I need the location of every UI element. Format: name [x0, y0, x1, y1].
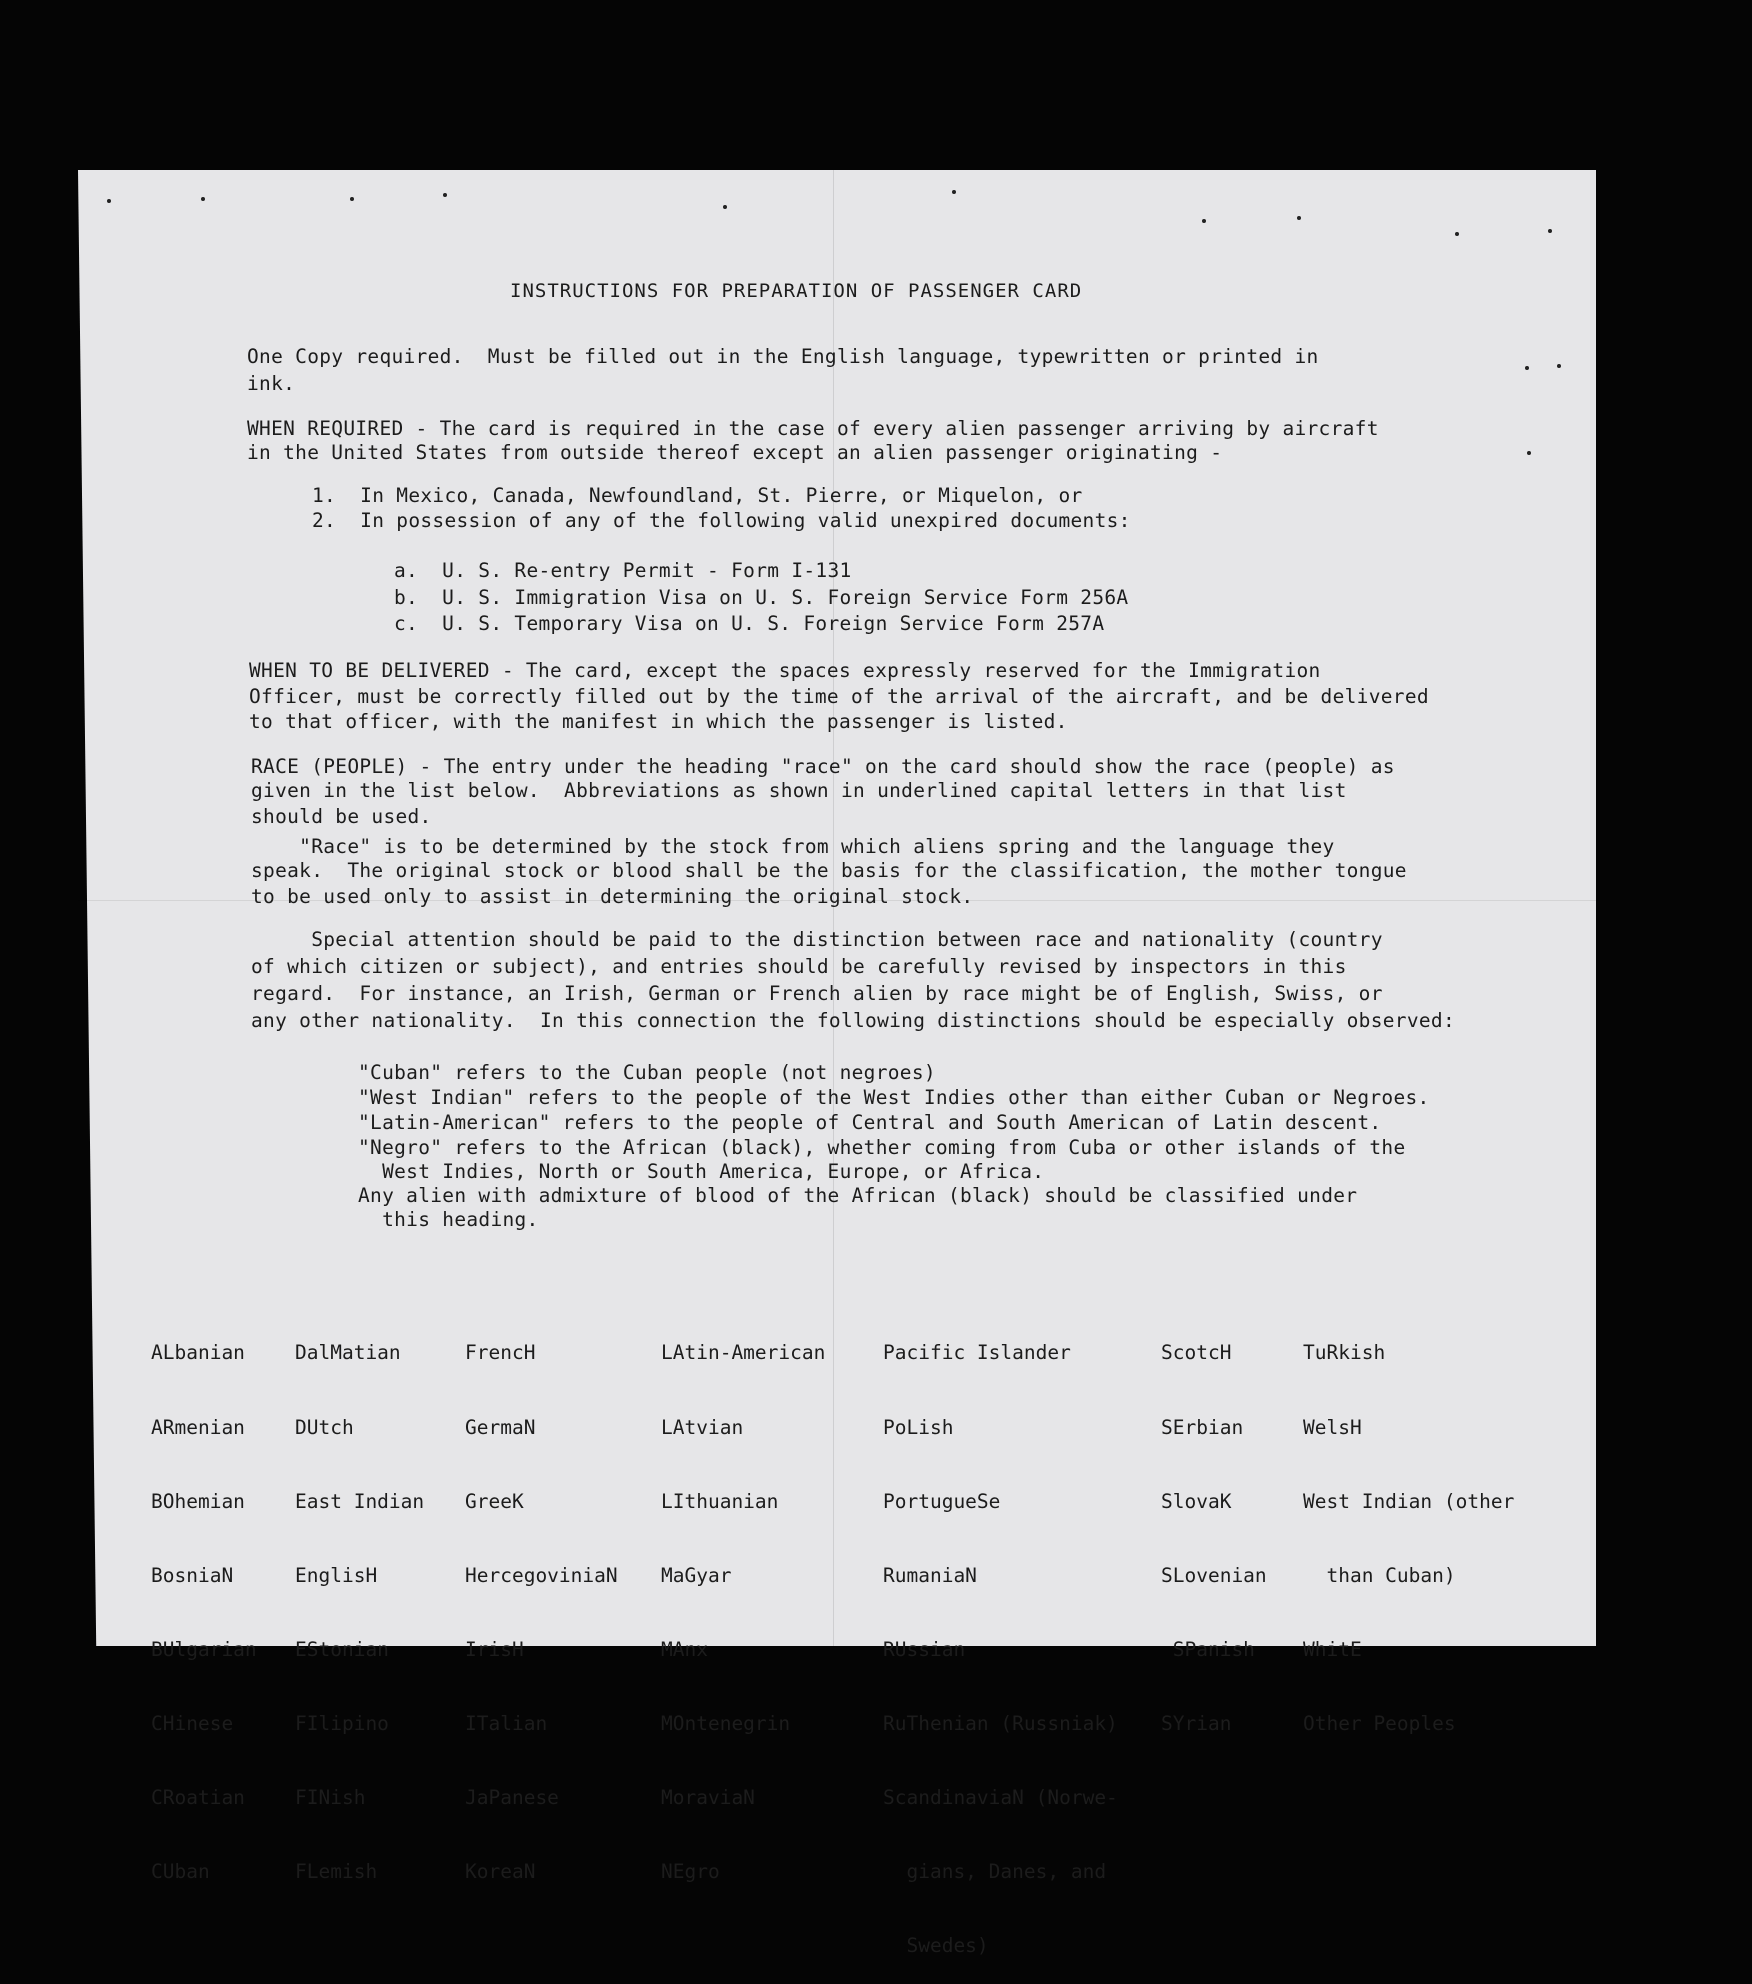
race-entry: RuThenian (Russniak) — [883, 1711, 1118, 1735]
special-attention-line: any other nationality. In this connection the following distinctions should be especially observed: — [251, 1009, 1455, 1032]
intro-line: ink. — [247, 372, 296, 395]
race-entry: RumaniaN — [883, 1563, 977, 1587]
race-entry: JaPanese — [465, 1785, 559, 1809]
punch-dot — [1557, 364, 1561, 368]
race-entry: WelsH — [1303, 1415, 1362, 1439]
race-entry: Swedes) — [883, 1934, 989, 1958]
race-entry: CUban — [151, 1860, 210, 1884]
special-attention-line: of which citizen or subject), and entries should be carefully revised by inspectors in this — [251, 955, 1347, 978]
race-entry: ScotcH — [1161, 1341, 1232, 1365]
race-entry: SPanish — [1161, 1637, 1255, 1661]
document-item: b. U. S. Immigration Visa on U. S. Foreign Service Form 256A — [394, 586, 1129, 609]
punch-dot — [1297, 216, 1301, 220]
race-entry: ScandinaviaN (Norwe- — [883, 1785, 1118, 1809]
race-entry: HercegoviniaN — [465, 1563, 618, 1587]
race-entry: LAtvian — [661, 1415, 744, 1439]
race-entry: BUlgarian — [151, 1637, 257, 1661]
race-entry: DUtch — [295, 1415, 354, 1439]
race-entry: MAnx — [661, 1637, 708, 1661]
race-entry: LAtin-American — [661, 1341, 826, 1365]
distinction-line: "West Indian" refers to the people of the West Indies other than either Cuban or Negroes. — [358, 1086, 1430, 1109]
race-entry: RUssian — [883, 1637, 966, 1661]
race-entry: EnglisH — [295, 1563, 378, 1587]
race-entry: West Indian (other — [1303, 1489, 1515, 1513]
race-intro-line: should be used. — [251, 805, 432, 828]
document-title: INSTRUCTIONS FOR PREPARATION OF PASSENGER CARD — [510, 280, 1083, 302]
race-entry: BosniaN — [151, 1563, 234, 1587]
distinction-line: "Negro" refers to the African (black), whether coming from Cuba or other islands of the — [358, 1136, 1406, 1159]
race-entry: FrencH — [465, 1341, 536, 1365]
race-intro-line: RACE (PEOPLE) - The entry under the heading "race" on the card should show the race (people) as — [251, 755, 1395, 778]
race-entry: Other Peoples — [1303, 1711, 1456, 1735]
punch-dot — [952, 190, 956, 194]
race-entry: CRoatian — [151, 1785, 245, 1809]
race-entry: MOntenegrin — [661, 1711, 791, 1735]
race-entry: BOhemian — [151, 1489, 245, 1513]
race-entry: MaGyar — [661, 1563, 732, 1587]
race-entry: TuRkish — [1303, 1341, 1386, 1365]
race-intro-line: given in the list below. Abbreviations as shown in underlined capital letters in that list — [251, 779, 1347, 802]
race-entry: SYrian — [1161, 1711, 1232, 1735]
race-entry: KoreaN — [465, 1860, 536, 1884]
race-entry: SErbian — [1161, 1415, 1244, 1439]
race-entry: Pacific Islander — [883, 1341, 1071, 1365]
race-entry: FIlipino — [295, 1711, 389, 1735]
special-attention-line: regard. For instance, an Irish, German or French alien by race might be of English, Swiss, or — [251, 982, 1383, 1005]
punch-dot — [1548, 229, 1552, 233]
punch-dot — [443, 193, 447, 197]
punch-dot — [107, 199, 111, 203]
distinction-line: Any alien with admixture of blood of the African (black) should be classified under — [358, 1184, 1358, 1207]
race-entry: NEgro — [661, 1860, 720, 1884]
race-entry: ARmenian — [151, 1415, 245, 1439]
race-column-7 — [1303, 1292, 1514, 1761]
when-required-line: WHEN REQUIRED - The card is required in the case of every alien passenger arriving by aircraft — [247, 417, 1379, 440]
race-entry: than Cuban) — [1303, 1563, 1456, 1587]
race-entry: DalMatian — [295, 1341, 401, 1365]
race-entry: IrisH — [465, 1637, 524, 1661]
when-delivered-line: WHEN TO BE DELIVERED - The card, except the spaces expressly reserved for the Immigration — [249, 659, 1321, 682]
punch-dot — [350, 197, 354, 201]
when-delivered-line: to that officer, with the manifest in which the passenger is listed. — [249, 710, 1068, 733]
race-entry: PortugueSe — [883, 1489, 1001, 1513]
punch-dot — [1455, 232, 1459, 236]
race-entry: MoraviaN — [661, 1785, 755, 1809]
race-entry: SlovaK — [1161, 1489, 1232, 1513]
race-entry: CHinese — [151, 1711, 234, 1735]
distinction-line: "Cuban" refers to the Cuban people (not negroes) — [358, 1061, 936, 1084]
punch-dot — [723, 205, 727, 209]
race-entry: SLovenian — [1161, 1563, 1267, 1587]
race-entry: PoLish — [883, 1415, 954, 1439]
condition-item: 1. In Mexico, Canada, Newfoundland, St. Pierre, or Miquelon, or — [312, 484, 1083, 507]
race-definition-line: speak. The original stock or blood shall be the basis for the classification, the mother tongue — [251, 859, 1407, 882]
when-delivered-line: Officer, must be correctly filled out by the time of the arrival of the aircraft, and be delivered — [249, 685, 1429, 708]
when-required-line: in the United States from outside thereof except an alien passenger originating - — [247, 441, 1223, 464]
race-definition-line: to be used only to assist in determining the original stock. — [251, 885, 974, 908]
race-column-5 — [883, 1292, 1118, 1984]
distinction-line: West Indies, North or South America, Europe, or Africa. — [358, 1160, 1045, 1183]
race-entry: EStonian — [295, 1637, 389, 1661]
condition-item: 2. In possession of any of the following valid unexpired documents: — [312, 509, 1131, 532]
race-entry: LIthuanian — [661, 1489, 779, 1513]
race-entry: ALbanian — [151, 1341, 245, 1365]
intro-line: One Copy required. Must be filled out in the English language, typewritten or printed in — [247, 345, 1319, 368]
race-entry: gians, Danes, and — [883, 1860, 1107, 1884]
distinction-line: this heading. — [358, 1208, 539, 1231]
race-column-1 — [151, 1292, 257, 1909]
document-item: c. U. S. Temporary Visa on U. S. Foreign Service Form 257A — [394, 612, 1105, 635]
punch-dot — [1202, 219, 1206, 223]
punch-dot — [1527, 451, 1531, 455]
race-column-6 — [1161, 1292, 1267, 1761]
punch-dot — [201, 197, 205, 201]
race-entry: FINish — [295, 1785, 366, 1809]
race-entry: FLemish — [295, 1860, 378, 1884]
race-column-4 — [661, 1292, 825, 1909]
special-attention-line: Special attention should be paid to the distinction between race and nationality (country — [251, 928, 1383, 951]
race-entry: ITalian — [465, 1711, 548, 1735]
race-column-3 — [465, 1292, 618, 1909]
race-entry: GreeK — [465, 1489, 524, 1513]
race-entry: East Indian — [295, 1489, 425, 1513]
document-item: a. U. S. Re-entry Permit - Form I-131 — [394, 559, 852, 582]
punch-dot — [1525, 366, 1529, 370]
race-definition-line: "Race" is to be determined by the stock from which aliens spring and the language they — [251, 835, 1335, 858]
race-entry: GermaN — [465, 1415, 536, 1439]
distinction-line: "Latin-American" refers to the people of Central and South American of Latin descent. — [358, 1111, 1382, 1134]
race-column-2 — [295, 1292, 424, 1909]
race-entry: WhitE — [1303, 1637, 1362, 1661]
